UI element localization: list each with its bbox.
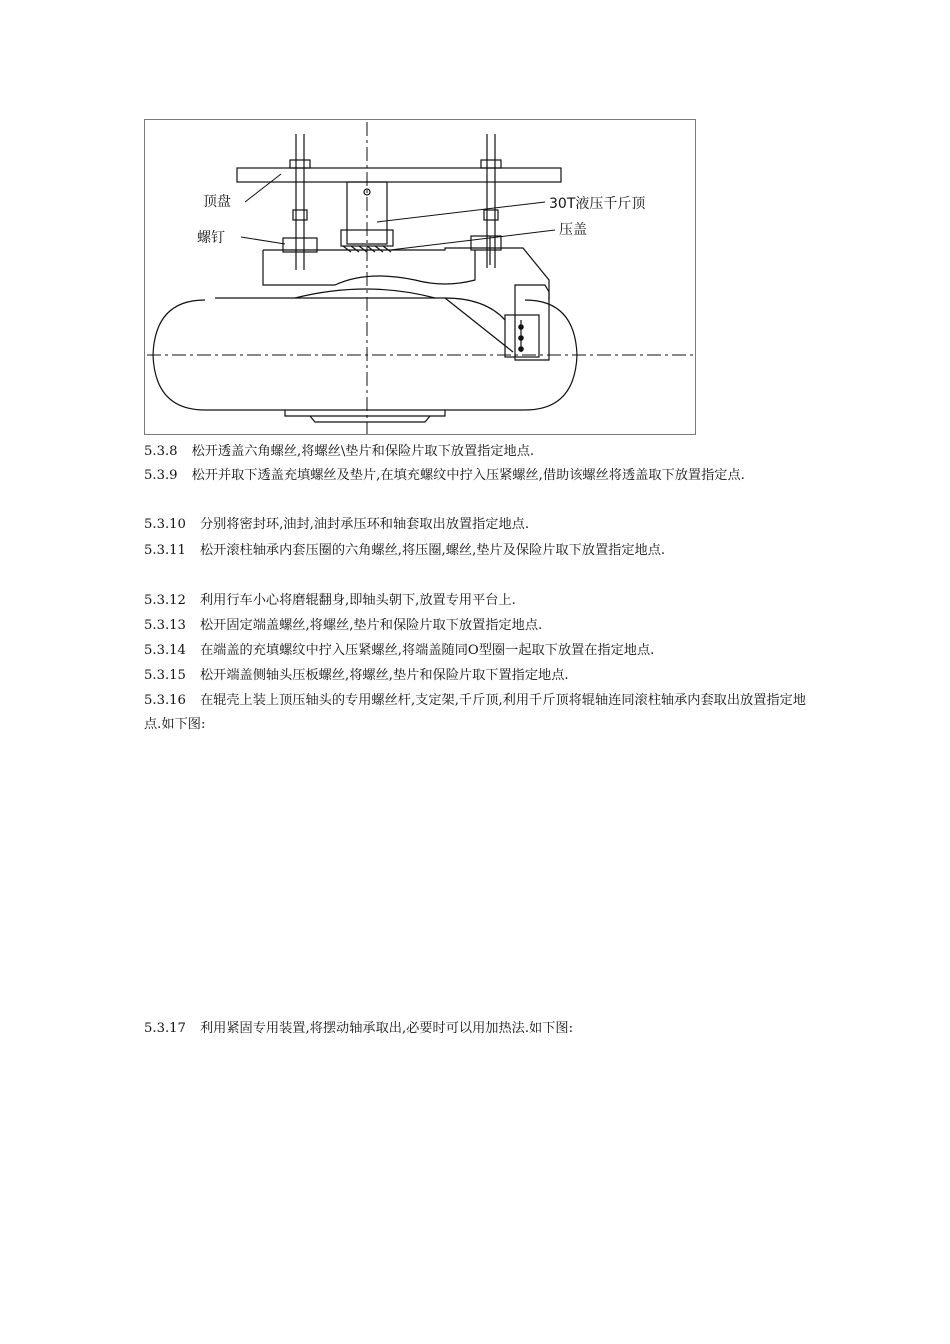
paragraph-text: 分别将密封环,油封,油封承压环和轴套取出放置指定地点. <box>199 517 530 532</box>
paragraph-text: 在辊壳上装上顶压轴头的专用螺丝杆,支定架,千斤顶,利用千斤顶将辊轴连同滚柱轴承内套取出放置指定地点.如下图: <box>144 693 806 732</box>
paragraph-5-3-15 <box>144 664 814 688</box>
paragraph-text: 利用行车小心将磨辊翻身,即轴头朝下,放置专用平台上. <box>199 593 516 608</box>
paragraph-5-3-9 <box>144 464 814 488</box>
label-screw: 螺钉 <box>197 230 225 246</box>
paragraph-text: 松开滚柱轴承内套压圈的六角螺丝,将压圈,螺丝,垫片及保险片取下放置指定地点. <box>199 543 666 558</box>
paragraph-5-3-14 <box>144 639 814 663</box>
paragraph-number: 5.3.10 <box>144 517 186 532</box>
paragraph-5-3-16 <box>144 689 814 737</box>
paragraph-5-3-8 <box>144 440 814 464</box>
paragraph-number: 5.3.13 <box>144 618 186 633</box>
paragraph-5-3-11 <box>144 539 814 563</box>
paragraph-5-3-10 <box>144 513 814 537</box>
paragraph-5-3-13 <box>144 614 814 638</box>
paragraph-text: 利用紧固专用装置,将摆动轴承取出,必要时可以用加热法.如下图: <box>199 1021 574 1036</box>
label-gland: 压盖 <box>559 222 587 238</box>
assembly-drawing <box>144 119 696 435</box>
label-jack: 30T液压千斤顶 <box>549 196 646 212</box>
label-top-plate: 顶盘 <box>203 194 231 210</box>
paragraph-number: 5.3.16 <box>144 693 186 708</box>
paragraph-text: 松开固定端盖螺丝,将螺丝,垫片和保险片取下放置指定地点. <box>199 618 543 633</box>
drawing-lines <box>145 120 697 436</box>
paragraph-number: 5.3.9 <box>144 468 178 483</box>
paragraph-number: 5.3.12 <box>144 593 186 608</box>
paragraph-number: 5.3.17 <box>144 1021 186 1036</box>
paragraph-number: 5.3.8 <box>144 444 178 459</box>
paragraph-number: 5.3.15 <box>144 668 186 683</box>
paragraph-5-3-17 <box>144 1017 814 1041</box>
paragraph-number: 5.3.14 <box>144 643 186 658</box>
paragraph-5-3-12 <box>144 589 814 613</box>
paragraph-text: 松开透盖六角螺丝,将螺丝\垫片和保险片取下放置指定地点. <box>191 444 535 459</box>
paragraph-number: 5.3.11 <box>144 543 186 558</box>
paragraph-text: 在端盖的充填螺纹中拧入压紧螺丝,将端盖随同O型圈一起取下放置在指定地点. <box>199 643 655 658</box>
paragraph-text: 松开端盖侧轴头压板螺丝,将螺丝,垫片和保险片取下置指定地点. <box>199 668 569 683</box>
paragraph-text: 松开并取下透盖充填螺丝及垫片,在填充螺纹中拧入压紧螺丝,借助该螺丝将透盖取下放置指定点. <box>191 468 745 483</box>
